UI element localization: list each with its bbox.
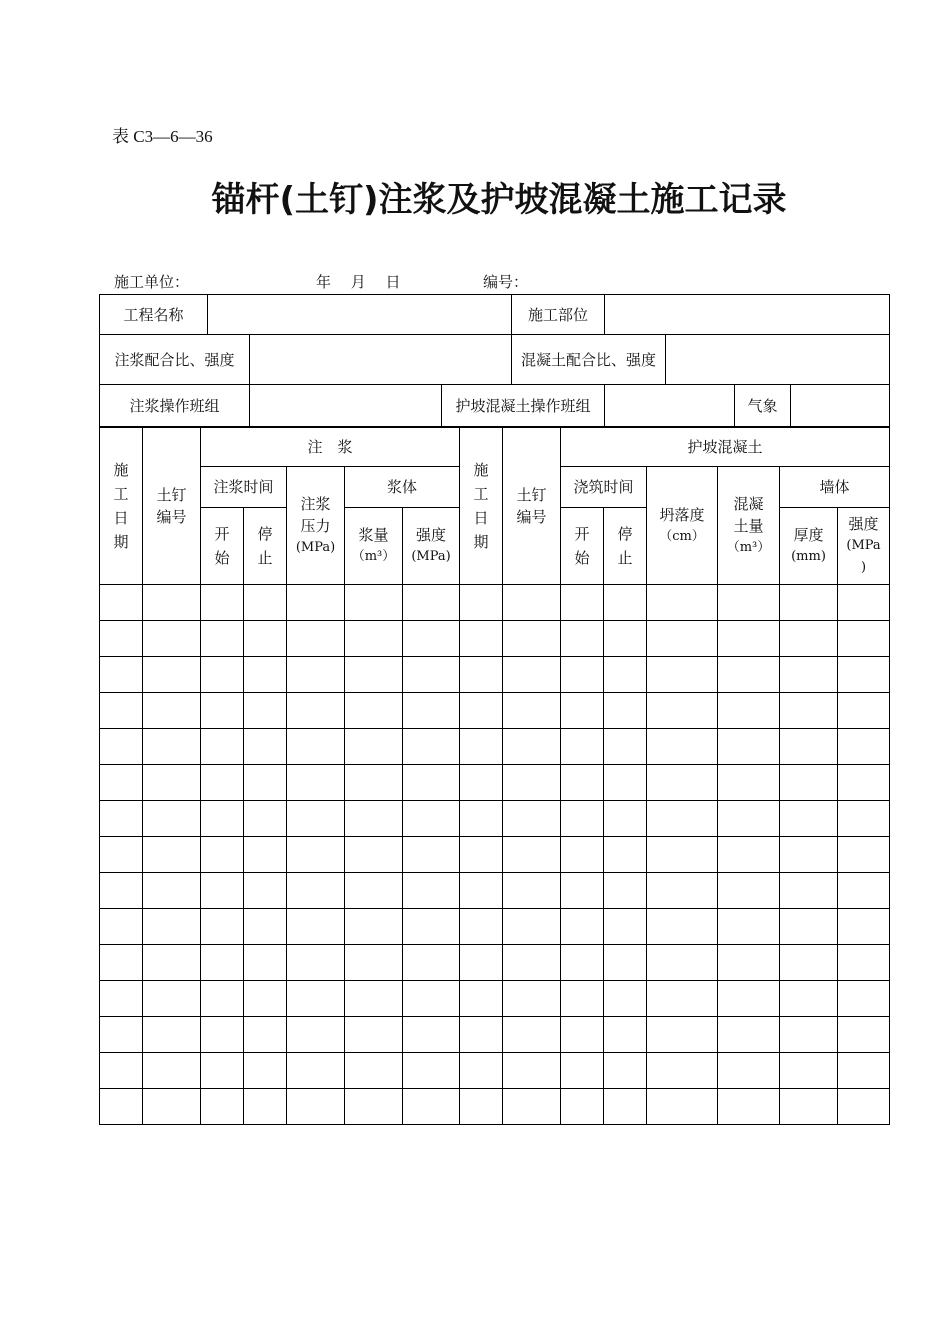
table-cell[interactable] [345, 621, 403, 657]
slope-team-field[interactable] [605, 385, 735, 428]
grout-team-label: 注浆操作班组 [100, 385, 250, 428]
table-cell[interactable] [345, 1053, 403, 1089]
header-construction-date-2: 施工日期 [460, 427, 503, 585]
table-cell[interactable] [403, 873, 460, 909]
table-cell[interactable] [345, 657, 403, 693]
table-cell[interactable] [503, 657, 561, 693]
table-cell[interactable] [561, 585, 604, 621]
concrete-mix-field[interactable] [666, 335, 890, 385]
table-cell[interactable] [647, 945, 718, 981]
table-cell[interactable] [403, 585, 460, 621]
table-cell[interactable] [201, 1089, 244, 1125]
table-cell[interactable] [503, 945, 561, 981]
table-cell[interactable] [604, 1089, 647, 1125]
table-cell[interactable] [287, 837, 345, 873]
table-cell[interactable] [780, 1089, 838, 1125]
table-cell[interactable] [403, 693, 460, 729]
table-cell[interactable] [287, 585, 345, 621]
table-cell[interactable] [647, 693, 718, 729]
header-pour-stop: 停止 [604, 508, 647, 585]
table-cell[interactable] [503, 837, 561, 873]
table-cell[interactable] [718, 657, 780, 693]
table-cell[interactable] [647, 657, 718, 693]
table-cell[interactable] [287, 1053, 345, 1089]
header-slurry-volume: 浆量 （m³） [345, 508, 403, 585]
table-cell[interactable] [287, 909, 345, 945]
table-cell[interactable] [201, 621, 244, 657]
table-cell[interactable] [780, 1053, 838, 1089]
table-cell[interactable] [604, 693, 647, 729]
table-cell[interactable] [718, 837, 780, 873]
table-cell[interactable] [143, 945, 201, 981]
table-row [100, 981, 890, 1017]
table-cell[interactable] [100, 837, 143, 873]
table-cell[interactable] [718, 729, 780, 765]
table-cell[interactable] [100, 873, 143, 909]
table-cell[interactable] [143, 1053, 201, 1089]
table-cell[interactable] [460, 1053, 503, 1089]
table-cell[interactable] [287, 1017, 345, 1053]
header-pour-time: 浇筑时间 [561, 467, 647, 508]
table-cell[interactable] [718, 981, 780, 1017]
table-cell[interactable] [100, 909, 143, 945]
table-cell[interactable] [244, 801, 287, 837]
table-cell[interactable] [100, 729, 143, 765]
table-cell[interactable] [201, 873, 244, 909]
table-cell[interactable] [604, 729, 647, 765]
table-cell[interactable] [503, 1053, 561, 1089]
header-nail-no-2: 土钉编号 [503, 427, 561, 585]
table-cell[interactable] [100, 621, 143, 657]
table-cell[interactable] [604, 765, 647, 801]
table-cell[interactable] [503, 981, 561, 1017]
table-row [100, 765, 890, 801]
table-cell[interactable] [718, 801, 780, 837]
table-cell[interactable] [287, 1089, 345, 1125]
table-cell[interactable] [561, 729, 604, 765]
table-cell[interactable] [287, 729, 345, 765]
table-cell[interactable] [718, 1053, 780, 1089]
project-name-label: 工程名称 [100, 295, 208, 335]
table-cell[interactable] [503, 801, 561, 837]
table-cell[interactable] [561, 621, 604, 657]
table-cell[interactable] [244, 873, 287, 909]
table-cell[interactable] [647, 873, 718, 909]
weather-field[interactable] [791, 385, 890, 428]
table-cell[interactable] [561, 1017, 604, 1053]
table-cell[interactable] [718, 765, 780, 801]
table-cell[interactable] [345, 873, 403, 909]
construction-part-field[interactable] [605, 295, 890, 335]
table-cell[interactable] [287, 765, 345, 801]
table-cell[interactable] [503, 765, 561, 801]
table-cell[interactable] [838, 945, 890, 981]
info-table [99, 294, 890, 428]
table-cell[interactable] [647, 981, 718, 1017]
table-cell[interactable] [201, 765, 244, 801]
record-table [99, 426, 890, 1125]
table-cell[interactable] [780, 909, 838, 945]
table-cell[interactable] [561, 1053, 604, 1089]
record-rows [100, 585, 890, 1125]
table-cell[interactable] [345, 981, 403, 1017]
header-grout-stop: 停止 [244, 508, 287, 585]
table-cell[interactable] [604, 621, 647, 657]
header-slurry-strength: 强度 (MPa) [403, 508, 460, 585]
table-cell[interactable] [838, 693, 890, 729]
table-cell[interactable] [460, 657, 503, 693]
table-cell[interactable] [403, 1089, 460, 1125]
table-cell[interactable] [244, 945, 287, 981]
table-cell[interactable] [838, 585, 890, 621]
table-cell[interactable] [100, 801, 143, 837]
table-cell[interactable] [647, 1017, 718, 1053]
table-cell[interactable] [561, 837, 604, 873]
table-cell[interactable] [780, 801, 838, 837]
table-cell[interactable] [647, 729, 718, 765]
table-cell[interactable] [838, 837, 890, 873]
table-cell[interactable] [244, 1017, 287, 1053]
table-cell[interactable] [838, 1089, 890, 1125]
table-cell[interactable] [561, 981, 604, 1017]
construction-part-label: 施工部位 [512, 295, 605, 335]
table-cell[interactable] [780, 873, 838, 909]
table-cell[interactable] [345, 1017, 403, 1053]
header-nail-no: 土钉编号 [143, 427, 201, 585]
table-cell[interactable] [561, 873, 604, 909]
table-cell[interactable] [100, 1053, 143, 1089]
table-row [100, 909, 890, 945]
table-cell[interactable] [287, 945, 345, 981]
table-cell[interactable] [647, 585, 718, 621]
header-grout-pressure: 注浆 压力 (MPa) [287, 467, 345, 585]
table-cell[interactable] [460, 621, 503, 657]
table-cell[interactable] [604, 837, 647, 873]
table-row [100, 1053, 890, 1089]
table-cell[interactable] [561, 693, 604, 729]
table-cell[interactable] [460, 693, 503, 729]
table-cell[interactable] [345, 1089, 403, 1125]
table-cell[interactable] [718, 621, 780, 657]
table-cell[interactable] [201, 729, 244, 765]
table-cell[interactable] [244, 585, 287, 621]
table-cell[interactable] [345, 801, 403, 837]
table-row [100, 657, 890, 693]
table-row [100, 585, 890, 621]
table-cell[interactable] [403, 1017, 460, 1053]
table-cell[interactable] [604, 945, 647, 981]
table-cell[interactable] [503, 873, 561, 909]
table-cell[interactable] [780, 765, 838, 801]
table-cell[interactable] [780, 981, 838, 1017]
header-grout-start: 开始 [201, 508, 244, 585]
table-row [100, 945, 890, 981]
table-row [100, 873, 890, 909]
table-cell[interactable] [838, 657, 890, 693]
table-cell[interactable] [244, 1089, 287, 1125]
table-cell[interactable] [503, 729, 561, 765]
table-cell[interactable] [561, 945, 604, 981]
table-cell[interactable] [838, 1017, 890, 1053]
header-wall-thickness: 厚度 (mm) [780, 508, 838, 585]
table-cell[interactable] [604, 657, 647, 693]
table-cell[interactable] [244, 837, 287, 873]
table-cell[interactable] [201, 801, 244, 837]
grout-mix-label: 注浆配合比、强度 [100, 335, 250, 385]
table-cell[interactable] [143, 621, 201, 657]
concrete-mix-label: 混凝土配合比、强度 [512, 335, 666, 385]
table-cell[interactable] [201, 909, 244, 945]
table-cell[interactable] [460, 909, 503, 945]
table-cell[interactable] [838, 909, 890, 945]
table-cell[interactable] [838, 621, 890, 657]
table-cell[interactable] [718, 873, 780, 909]
table-cell[interactable] [460, 945, 503, 981]
table-cell[interactable] [503, 1017, 561, 1053]
table-cell[interactable] [100, 1089, 143, 1125]
table-cell[interactable] [460, 1089, 503, 1125]
table-cell[interactable] [345, 729, 403, 765]
table-cell[interactable] [780, 945, 838, 981]
table-cell[interactable] [403, 801, 460, 837]
table-cell[interactable] [143, 1089, 201, 1125]
grout-team-field[interactable] [250, 385, 442, 428]
table-cell[interactable] [460, 765, 503, 801]
table-cell[interactable] [201, 657, 244, 693]
table-cell[interactable] [244, 765, 287, 801]
table-cell[interactable] [780, 585, 838, 621]
table-cell[interactable] [647, 837, 718, 873]
table-cell[interactable] [718, 585, 780, 621]
table-row [100, 729, 890, 765]
table-cell[interactable] [287, 657, 345, 693]
header-slope-concrete: 护坡混凝土 [561, 427, 890, 467]
table-cell[interactable] [647, 765, 718, 801]
table-cell[interactable] [780, 657, 838, 693]
table-cell[interactable] [403, 981, 460, 1017]
table-cell[interactable] [460, 837, 503, 873]
table-cell[interactable] [460, 873, 503, 909]
table-cell[interactable] [780, 729, 838, 765]
table-cell[interactable] [143, 873, 201, 909]
header-slurry: 浆体 [345, 467, 460, 508]
table-cell[interactable] [561, 1089, 604, 1125]
table-cell[interactable] [100, 1017, 143, 1053]
table-cell[interactable] [201, 1053, 244, 1089]
table-cell[interactable] [460, 585, 503, 621]
table-cell[interactable] [143, 981, 201, 1017]
table-cell[interactable] [604, 981, 647, 1017]
table-cell[interactable] [838, 873, 890, 909]
table-cell[interactable] [561, 801, 604, 837]
table-cell[interactable] [201, 585, 244, 621]
table-cell[interactable] [143, 765, 201, 801]
table-cell[interactable] [460, 981, 503, 1017]
table-cell[interactable] [838, 801, 890, 837]
table-cell[interactable] [100, 981, 143, 1017]
header-grout-time: 注浆时间 [201, 467, 287, 508]
table-cell[interactable] [143, 585, 201, 621]
table-cell[interactable] [201, 945, 244, 981]
table-cell[interactable] [647, 621, 718, 657]
table-row [100, 1017, 890, 1053]
table-cell[interactable] [718, 693, 780, 729]
table-cell[interactable] [100, 585, 143, 621]
table-cell[interactable] [403, 621, 460, 657]
table-cell[interactable] [143, 657, 201, 693]
table-cell[interactable] [503, 693, 561, 729]
table-cell[interactable] [143, 729, 201, 765]
table-cell[interactable] [345, 945, 403, 981]
table-cell[interactable] [100, 657, 143, 693]
table-cell[interactable] [604, 585, 647, 621]
table-cell[interactable] [244, 657, 287, 693]
construction-unit-label: 施工单位： [114, 273, 190, 291]
table-cell[interactable] [345, 765, 403, 801]
table-cell[interactable] [604, 1017, 647, 1053]
table-cell[interactable] [143, 1017, 201, 1053]
table-cell[interactable] [287, 693, 345, 729]
header-slump: 坍落度 （cm） [647, 467, 718, 585]
table-cell[interactable] [244, 909, 287, 945]
table-row [100, 693, 890, 729]
table-cell[interactable] [780, 1017, 838, 1053]
table-cell[interactable] [403, 909, 460, 945]
table-cell[interactable] [780, 621, 838, 657]
table-cell[interactable] [345, 837, 403, 873]
table-cell[interactable] [403, 765, 460, 801]
table-cell[interactable] [561, 765, 604, 801]
table-cell[interactable] [201, 693, 244, 729]
table-cell[interactable] [718, 945, 780, 981]
table-cell[interactable] [100, 945, 143, 981]
table-cell[interactable] [604, 873, 647, 909]
table-cell[interactable] [403, 657, 460, 693]
table-cell[interactable] [503, 909, 561, 945]
table-cell[interactable] [503, 621, 561, 657]
table-cell[interactable] [403, 1053, 460, 1089]
project-name-field[interactable] [208, 295, 512, 335]
table-cell[interactable] [287, 621, 345, 657]
table-cell[interactable] [345, 693, 403, 729]
table-cell[interactable] [100, 693, 143, 729]
table-cell[interactable] [780, 693, 838, 729]
table-cell[interactable] [287, 801, 345, 837]
date-label: 年 月 日 [316, 273, 401, 291]
table-cell[interactable] [345, 909, 403, 945]
table-cell[interactable] [244, 1053, 287, 1089]
weather-label: 气象 [735, 385, 791, 428]
table-cell[interactable] [838, 1053, 890, 1089]
table-cell[interactable] [201, 1017, 244, 1053]
table-cell[interactable] [100, 765, 143, 801]
header-wall-strength: 强度 (MPa ) [838, 508, 890, 585]
table-cell[interactable] [244, 621, 287, 657]
table-cell[interactable] [561, 657, 604, 693]
table-cell[interactable] [244, 693, 287, 729]
header-pour-start: 开始 [561, 508, 604, 585]
table-cell[interactable] [345, 585, 403, 621]
form-code: 表 C3—6—36 [112, 127, 213, 146]
slope-team-label: 护坡混凝土操作班组 [442, 385, 605, 428]
table-row [100, 801, 890, 837]
table-cell[interactable] [718, 909, 780, 945]
table-cell[interactable] [287, 873, 345, 909]
table-row [100, 1089, 890, 1125]
table-cell[interactable] [838, 729, 890, 765]
table-cell[interactable] [403, 945, 460, 981]
page-title: 锚杆(土钉)注浆及护坡混凝土施工记录 [211, 180, 787, 220]
table-cell[interactable] [287, 981, 345, 1017]
table-cell[interactable] [718, 1017, 780, 1053]
table-cell[interactable] [403, 729, 460, 765]
header-wall: 墙体 [780, 467, 890, 508]
table-cell[interactable] [460, 1017, 503, 1053]
table-cell[interactable] [244, 729, 287, 765]
table-cell[interactable] [143, 837, 201, 873]
header-construction-date: 施工日期 [100, 427, 143, 585]
table-cell[interactable] [143, 909, 201, 945]
table-cell[interactable] [143, 801, 201, 837]
table-cell[interactable] [604, 909, 647, 945]
header-concrete-volume: 混凝 土量 （m³） [718, 467, 780, 585]
table-cell[interactable] [647, 1053, 718, 1089]
table-cell[interactable] [647, 909, 718, 945]
table-cell[interactable] [838, 765, 890, 801]
table-cell[interactable] [201, 837, 244, 873]
grout-mix-field[interactable] [250, 335, 512, 385]
table-cell[interactable] [503, 585, 561, 621]
table-cell[interactable] [201, 981, 244, 1017]
table-cell[interactable] [460, 801, 503, 837]
table-cell[interactable] [403, 837, 460, 873]
table-cell[interactable] [604, 801, 647, 837]
table-row [100, 621, 890, 657]
table-cell[interactable] [838, 981, 890, 1017]
header-grouting: 注 浆 [201, 427, 460, 467]
table-cell[interactable] [647, 1089, 718, 1125]
number-label: 编号： [483, 273, 529, 291]
table-cell[interactable] [561, 909, 604, 945]
table-cell[interactable] [604, 1053, 647, 1089]
table-row [100, 837, 890, 873]
table-cell[interactable] [718, 1089, 780, 1125]
table-cell[interactable] [460, 729, 503, 765]
table-cell[interactable] [780, 837, 838, 873]
table-cell[interactable] [244, 981, 287, 1017]
table-cell[interactable] [503, 1089, 561, 1125]
table-cell[interactable] [647, 801, 718, 837]
table-cell[interactable] [143, 693, 201, 729]
